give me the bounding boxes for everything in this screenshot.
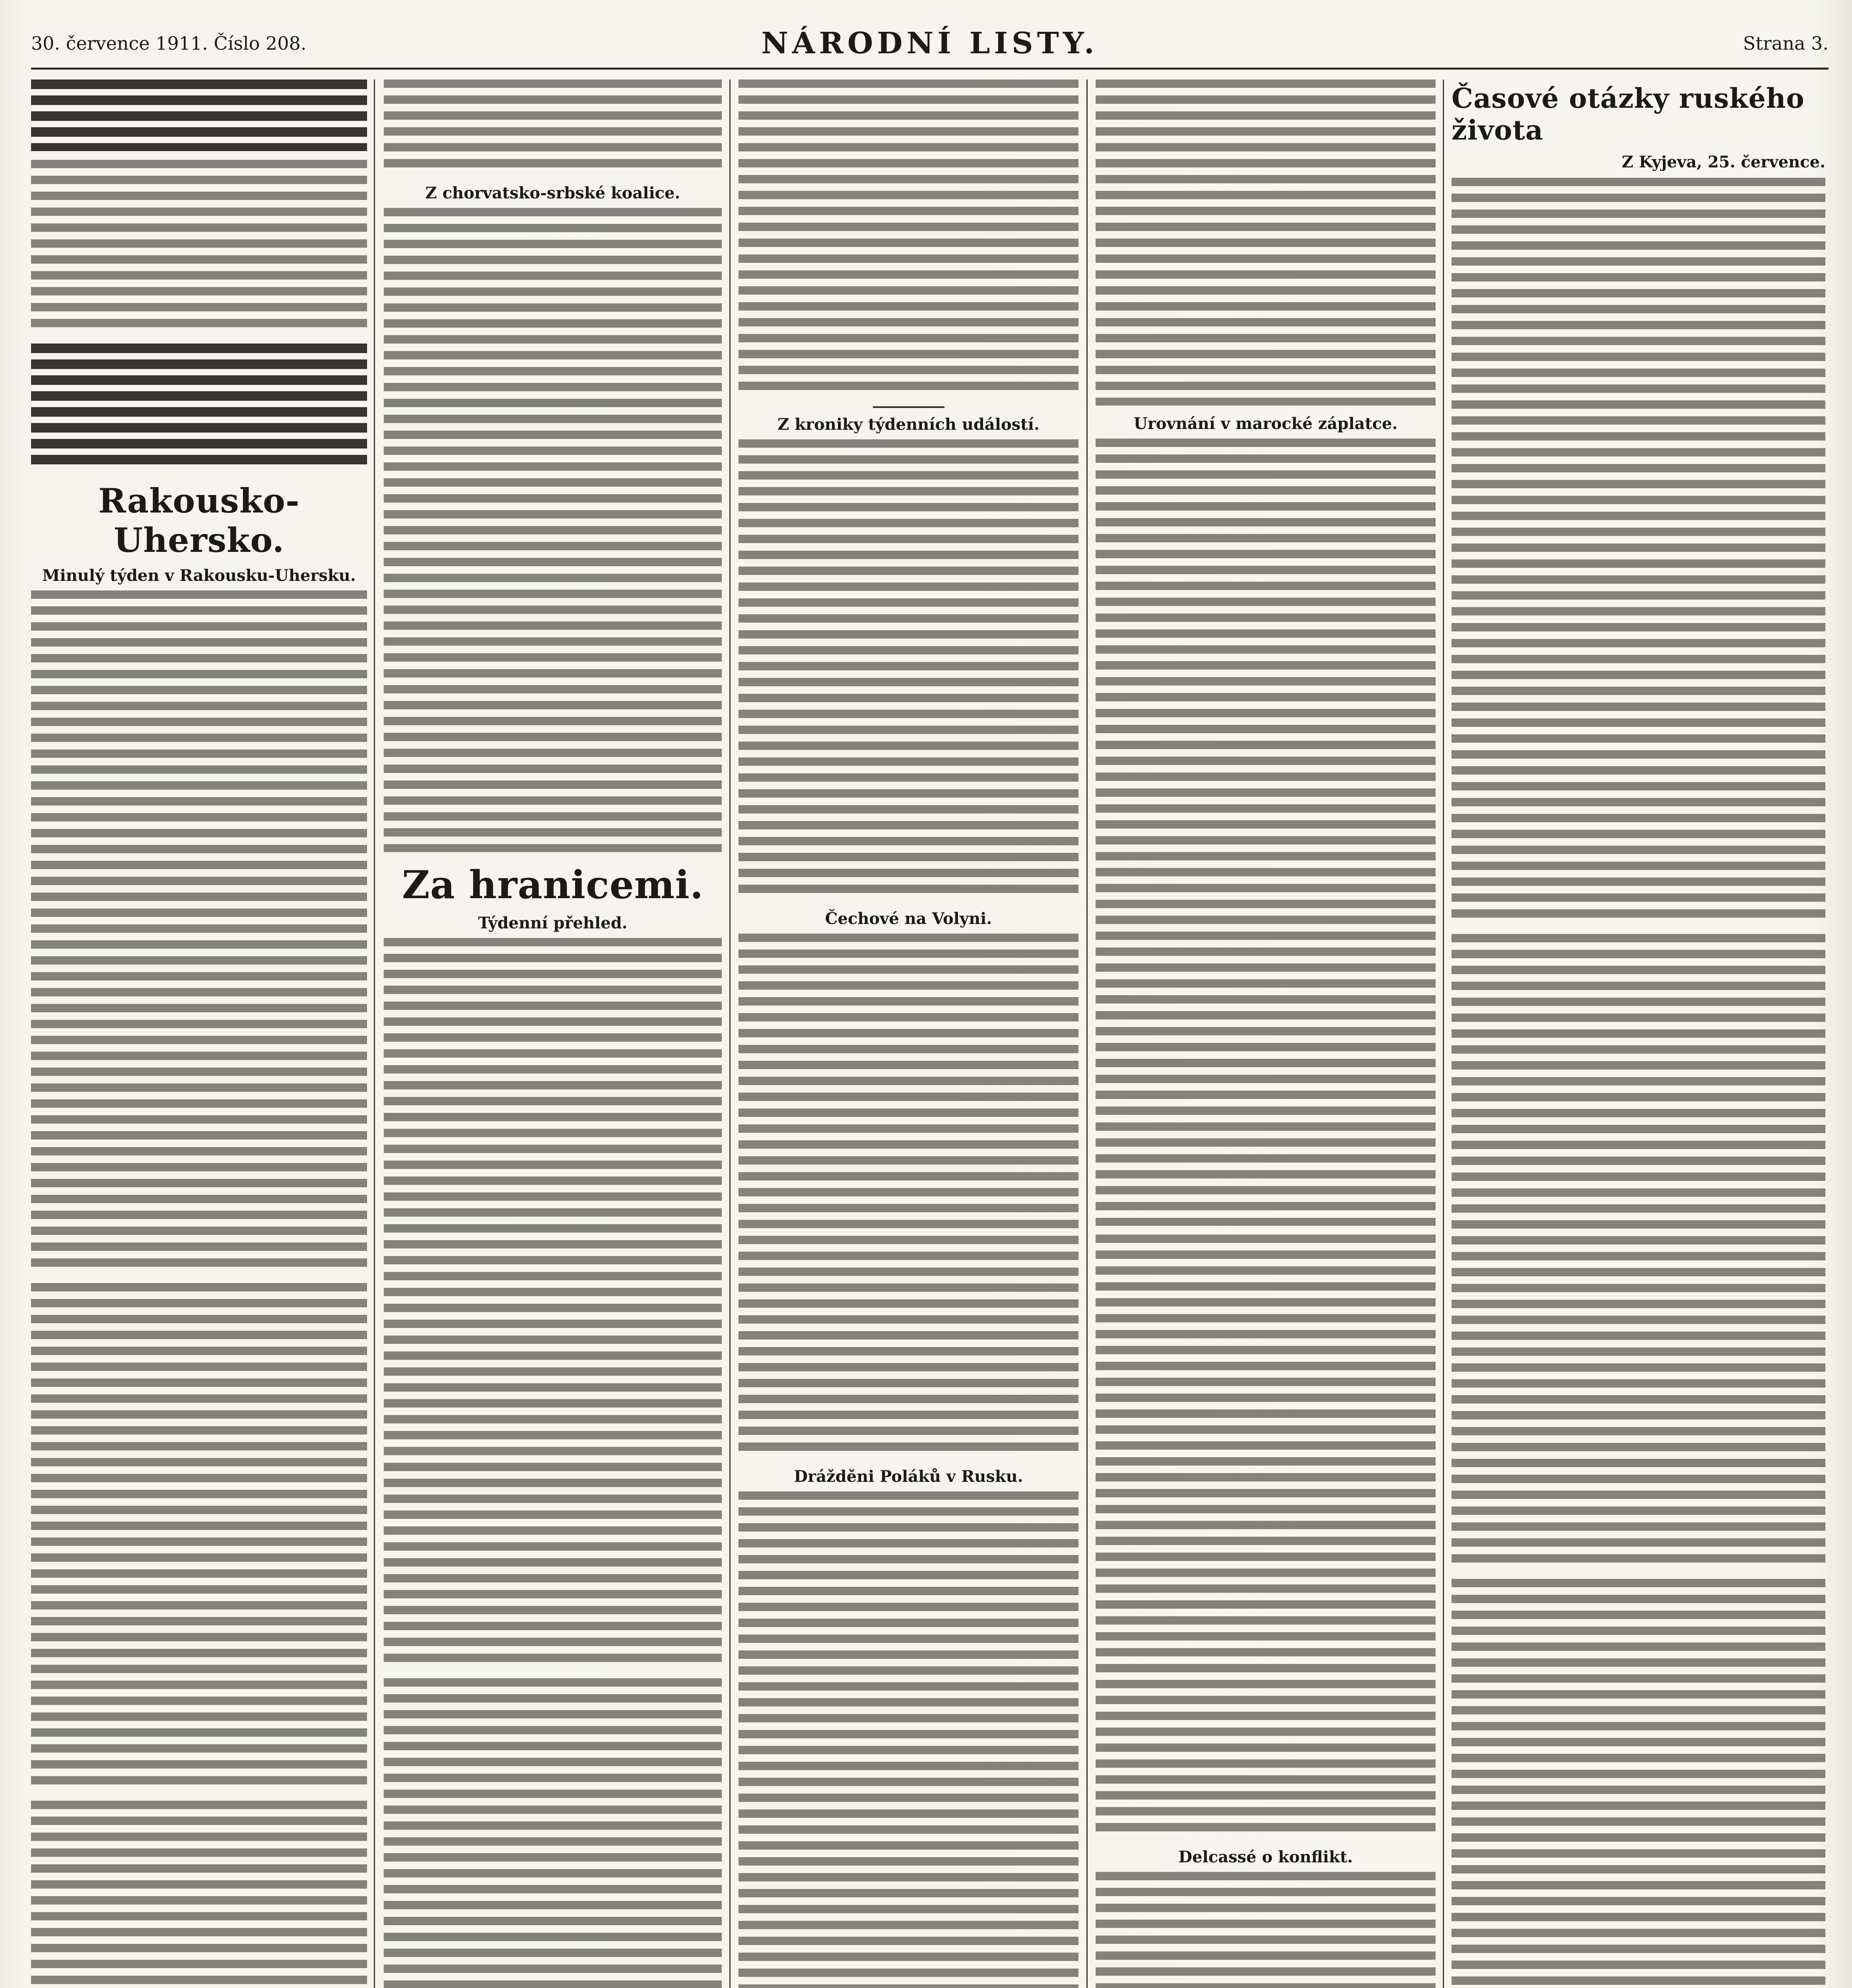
- article-subhead: Týdenní přehled.: [478, 914, 628, 932]
- column-divider: [729, 80, 731, 1988]
- body-text: [738, 934, 1079, 1458]
- body-text: [31, 1801, 367, 1988]
- section-heading: Rakousko-Uhersko.: [98, 481, 300, 560]
- column-3: [738, 80, 1079, 1988]
- article-subhead: Drážděni Poláků v Rusku.: [794, 1467, 1023, 1486]
- section-heading: Za hranicemi.: [402, 862, 704, 907]
- column-5: [1452, 80, 1825, 1988]
- page-number: Strana 3.: [1743, 33, 1829, 54]
- article-subhead: Čechové na Volyni.: [825, 909, 992, 928]
- body-text: [1096, 1235, 1436, 1839]
- article-dateline: Z Kyjeva, 25. července.: [1621, 153, 1825, 171]
- body-text: [31, 160, 367, 335]
- column-divider: [1443, 80, 1444, 1988]
- body-text: [738, 439, 1079, 901]
- running-head: [31, 24, 1829, 70]
- column-4: [1096, 80, 1436, 1988]
- issue-date: 30. července 1911. Číslo 208.: [31, 33, 307, 54]
- separator: [873, 406, 944, 408]
- column-divider: [374, 80, 375, 1988]
- body-text: [384, 80, 722, 175]
- column-1: [31, 80, 367, 1988]
- body-text: [1096, 439, 1436, 1226]
- masthead-title: NÁRODNÍ LISTY.: [761, 26, 1098, 60]
- body-text: [1096, 1872, 1436, 1988]
- body-text: [1452, 178, 1825, 925]
- body-text: [31, 1283, 367, 1792]
- body-text: [1452, 934, 1825, 1570]
- article-subhead: Z chorvatsko-srbské koalice.: [425, 184, 680, 202]
- article-subhead: Z kroniky týdenních událostí.: [777, 415, 1040, 434]
- body-text: [31, 344, 367, 471]
- body-text: [1096, 80, 1436, 406]
- body-text: [384, 938, 722, 1670]
- section-heading: Časové otázky ruského života: [1452, 83, 1805, 146]
- column-2: [384, 80, 722, 1988]
- article-subhead: Minulý týden v Rakousku-Uhersku.: [42, 566, 356, 585]
- body-text: [384, 1678, 722, 1988]
- column-divider: [1086, 80, 1088, 1988]
- body-text: [738, 1491, 1079, 1988]
- article-subhead: Delcassé o konflikt.: [1178, 1848, 1353, 1866]
- body-text: [1452, 1579, 1825, 1988]
- body-text: [738, 80, 1079, 398]
- body-text: [31, 80, 367, 151]
- body-text: [31, 590, 367, 1274]
- body-text: [384, 208, 722, 852]
- article-subhead: Urovnání v marocké záplatce.: [1133, 414, 1398, 433]
